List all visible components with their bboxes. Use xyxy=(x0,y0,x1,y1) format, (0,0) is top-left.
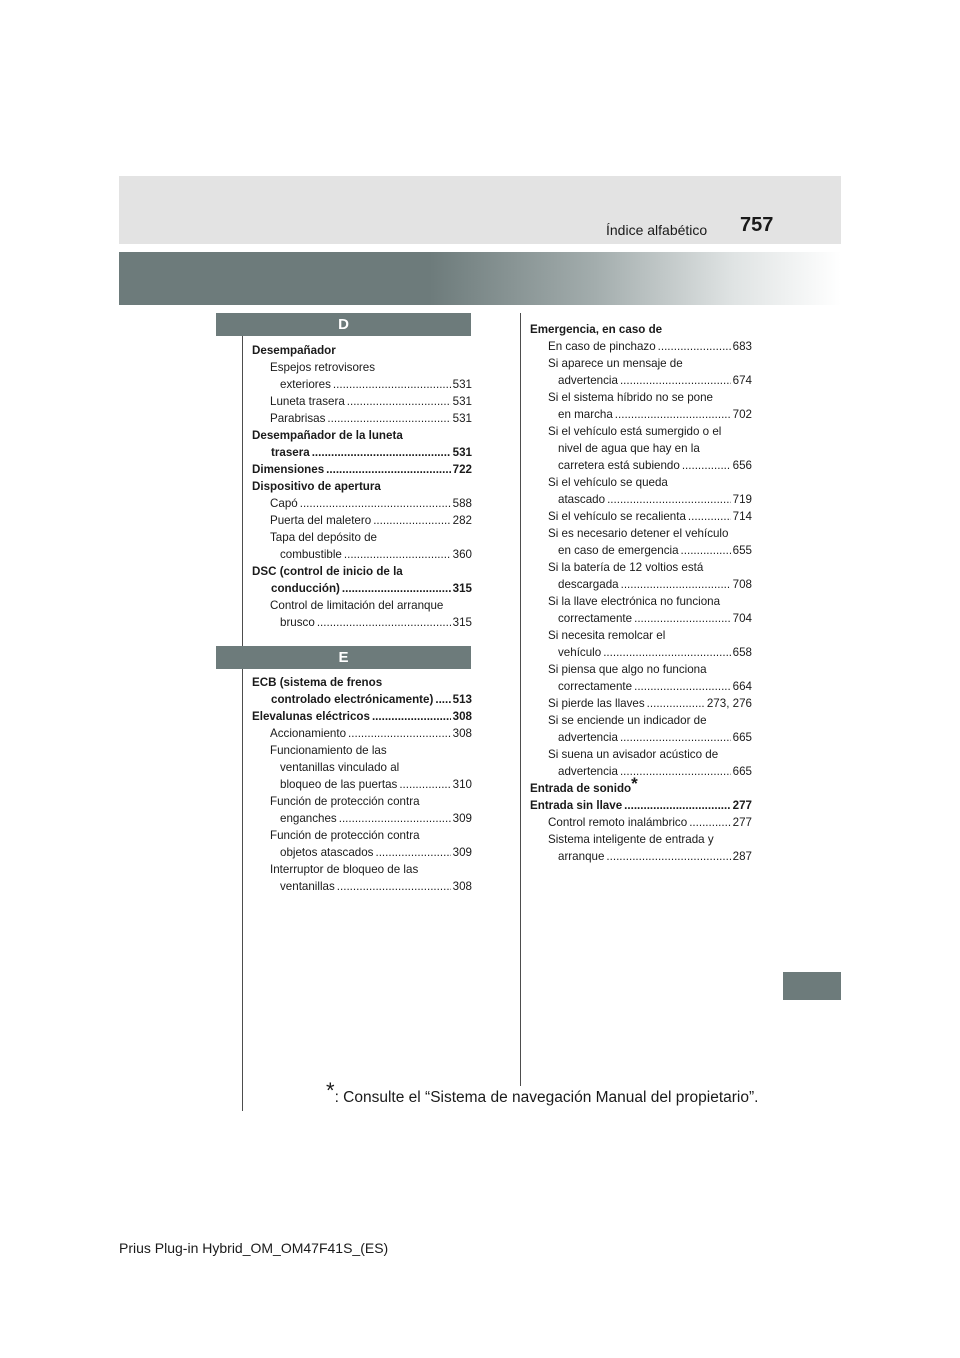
index-entry-term: Espejos retrovisores xyxy=(270,361,376,374)
index-entry xyxy=(252,614,472,631)
index-entry xyxy=(252,776,472,793)
index-entry xyxy=(252,844,472,861)
index-entry xyxy=(530,797,752,814)
index-entry xyxy=(530,627,752,644)
dot-leader xyxy=(312,444,451,461)
index-entry-term: Dispositivo de apertura xyxy=(252,480,381,493)
index-entry-term: atascado xyxy=(558,493,606,506)
index-entry xyxy=(530,678,752,695)
index-entry-term: brusco xyxy=(280,616,315,629)
index-entry-term: Sistema inteligente de entrada y xyxy=(548,833,714,846)
index-entry-page: 315 xyxy=(452,582,472,595)
index-entry-page: 531 xyxy=(452,412,472,425)
index-entry xyxy=(252,878,472,895)
dot-leader xyxy=(688,508,731,525)
index-entry-term: ECB (sistema de frenos xyxy=(252,676,383,689)
index-entry xyxy=(252,529,472,546)
index-entry-page: 704 xyxy=(732,612,752,625)
index-entry-term: Si es necesario detener el vehículo xyxy=(548,527,729,540)
dot-leader xyxy=(300,495,451,512)
index-entry xyxy=(530,763,752,780)
dot-leader xyxy=(681,542,731,559)
footnote-text: : Consulte el “Sistema de navegación Manual del propietario”. xyxy=(334,1089,759,1106)
index-entry xyxy=(530,848,752,865)
index-entry xyxy=(530,508,752,525)
index-entry-term: Si el vehículo está sumergido o el xyxy=(548,425,722,438)
chapter-tab xyxy=(783,972,841,1000)
index-entry xyxy=(530,355,752,372)
letter-heading-e: E xyxy=(216,646,471,669)
index-entry-page: 674 xyxy=(732,374,752,387)
dot-leader xyxy=(317,614,451,631)
footer-doc-id: Prius Plug-in Hybrid_OM_OM47F41S_(ES) xyxy=(119,1240,389,1256)
index-entry-page: 273, 276 xyxy=(706,697,752,710)
index-entry-term: Si se enciende un indicador de xyxy=(548,714,707,727)
index-entry xyxy=(252,478,472,495)
index-entry-page: 531 xyxy=(452,378,472,391)
index-entry xyxy=(530,593,752,610)
index-entry-term: Si el sistema híbrido no se pone xyxy=(548,391,713,404)
index-entry-page: 308 xyxy=(452,710,472,723)
index-entry-term: Desempañador de la luneta xyxy=(252,429,403,442)
dot-leader xyxy=(634,678,731,695)
index-entry xyxy=(252,546,472,563)
index-entry-term: correctamente xyxy=(558,680,633,693)
index-entry-term: nivel de agua que hay en la xyxy=(558,442,700,455)
index-entry xyxy=(252,674,472,691)
index-entry-page: 531 xyxy=(452,395,472,408)
index-entry-term: Si pierde las llaves xyxy=(548,697,645,710)
dot-leader xyxy=(326,461,450,478)
index-entry-page: 287 xyxy=(732,850,752,863)
index-entry-term: vehículo xyxy=(558,646,602,659)
index-entry-page: 588 xyxy=(452,497,472,510)
index-entry-term: Si el vehículo se queda xyxy=(548,476,668,489)
index-entry-page: 315 xyxy=(452,616,472,629)
index-entry-term: Interruptor de bloqueo de las xyxy=(270,863,419,876)
index-entry-term: exteriores xyxy=(280,378,331,391)
index-entry xyxy=(252,810,472,827)
index-entry-page: 309 xyxy=(452,846,472,859)
section-title: Índice alfabético xyxy=(606,222,708,238)
index-entry xyxy=(530,661,752,678)
index-entry xyxy=(252,759,472,776)
index-entry-term: ventanillas xyxy=(280,880,335,893)
index-entry-page: 277 xyxy=(732,816,752,829)
index-entry-page: 308 xyxy=(452,880,472,893)
index-entry-term: bloqueo de las puertas xyxy=(280,778,398,791)
index-entry-term: Desempañador xyxy=(252,344,336,357)
dot-leader xyxy=(634,610,731,627)
index-entry-term: Control de limitación del arranque xyxy=(270,599,444,612)
index-entry-page: 282 xyxy=(452,514,472,527)
index-entry xyxy=(530,491,752,508)
index-entry-term: objetos atascados xyxy=(280,846,374,859)
index-entry xyxy=(252,563,472,580)
index-entry-page: 708 xyxy=(732,578,752,591)
index-entry xyxy=(252,410,472,427)
dot-leader xyxy=(373,512,450,529)
index-entry xyxy=(252,393,472,410)
index-entry-term: Si aparece un mensaje de xyxy=(548,357,683,370)
index-entry-page: 683 xyxy=(732,340,752,353)
index-entry-term: Control remoto inalámbrico xyxy=(548,816,688,829)
dot-leader xyxy=(615,406,731,423)
index-entry-term: Entrada sin llave xyxy=(530,799,623,812)
index-entry xyxy=(530,644,752,661)
index-entry xyxy=(252,861,472,878)
index-entry xyxy=(530,814,752,831)
index-entry-term: ventanillas vinculado al xyxy=(280,761,400,774)
index-entry-term: Si la llave electrónica no funciona xyxy=(548,595,721,608)
index-entry xyxy=(252,827,472,844)
header-band xyxy=(119,176,841,244)
index-entry xyxy=(530,525,752,542)
index-entry xyxy=(252,376,472,393)
index-entry xyxy=(530,440,752,457)
index-entry-page: 664 xyxy=(732,680,752,693)
index-entry-page: 719 xyxy=(732,493,752,506)
index-entry-term: Si necesita remolcar el xyxy=(548,629,666,642)
index-entry xyxy=(252,444,472,461)
index-entry-term: Luneta trasera xyxy=(270,395,345,408)
index-entry-page: 310 xyxy=(452,778,472,791)
index-entry-page: 665 xyxy=(732,731,752,744)
index-entry xyxy=(530,610,752,627)
index-entry-term: Puerta del maletero xyxy=(270,514,372,527)
dot-leader xyxy=(337,878,451,895)
index-entry xyxy=(530,457,752,474)
dot-leader xyxy=(342,580,451,597)
letter-heading-d: D xyxy=(216,313,471,336)
index-entry xyxy=(530,338,752,355)
index-entry xyxy=(252,461,472,478)
dot-leader xyxy=(647,695,705,712)
index-entry xyxy=(530,695,752,712)
index-entry xyxy=(252,580,472,597)
index-entry-term: controlado electrónicamente) xyxy=(271,693,434,706)
dot-leader xyxy=(327,410,450,427)
index-entry-term: conducción) xyxy=(271,582,340,595)
index-entry xyxy=(530,474,752,491)
column-divider-left xyxy=(242,313,243,1111)
index-entry-term: combustible xyxy=(280,548,342,561)
index-entry xyxy=(252,359,472,376)
index-entry-term: Si el vehículo se recalienta xyxy=(548,510,686,523)
index-entry-page: 714 xyxy=(732,510,752,523)
dot-leader xyxy=(333,376,451,393)
dot-leader xyxy=(621,576,731,593)
index-entry-term: trasera xyxy=(271,446,310,459)
dot-leader xyxy=(603,644,730,661)
index-entry xyxy=(530,576,752,593)
index-entry-page: 309 xyxy=(452,812,472,825)
column-divider-middle xyxy=(520,313,521,1086)
dot-leader xyxy=(689,814,730,831)
dot-leader xyxy=(606,848,730,865)
index-entry-term: descargada xyxy=(558,578,619,591)
index-entry-page: 658 xyxy=(732,646,752,659)
index-entry-term: Parabrisas xyxy=(270,412,326,425)
index-entry-term: advertencia xyxy=(558,731,618,744)
index-entry-term: Entrada de sonido xyxy=(530,782,632,795)
index-entry-page: 665 xyxy=(732,765,752,778)
index-entry xyxy=(530,831,752,848)
index-entry-page: 308 xyxy=(452,727,472,740)
index-entry-term: Funcionamiento de las xyxy=(270,744,387,757)
dot-leader xyxy=(658,338,731,355)
index-entry xyxy=(252,597,472,614)
index-entry-term: arranque xyxy=(558,850,605,863)
index-entry-term: advertencia xyxy=(558,374,618,387)
footnote-asterisk: * xyxy=(326,1078,335,1103)
dot-leader xyxy=(348,725,451,742)
index-entry xyxy=(530,389,752,406)
index-entry-page: 656 xyxy=(732,459,752,472)
index-entry xyxy=(530,774,752,797)
dot-leader xyxy=(347,393,451,410)
index-entry xyxy=(530,559,752,576)
dot-leader xyxy=(344,546,451,563)
gradient-band xyxy=(119,252,841,305)
index-entry xyxy=(530,712,752,729)
index-entry-page: 702 xyxy=(732,408,752,421)
index-entry xyxy=(530,746,752,763)
index-entry xyxy=(252,495,472,512)
index-entry-page: 531 xyxy=(452,446,472,459)
index-entry-term: Función de protección contra xyxy=(270,795,420,808)
dot-leader xyxy=(372,708,451,725)
index-entry xyxy=(252,342,472,359)
dot-leader xyxy=(375,844,450,861)
index-entry-page: 277 xyxy=(732,799,752,812)
index-entry-page: 655 xyxy=(732,544,752,557)
index-entry-term: Dimensiones xyxy=(252,463,325,476)
dot-leader xyxy=(620,372,731,389)
index-entry-term: Si suena un avisador acústico de xyxy=(548,748,719,761)
footnote xyxy=(326,1078,759,1107)
dot-leader xyxy=(624,797,731,814)
index-entry-term: Emergencia, en caso de xyxy=(530,323,663,336)
index-entry xyxy=(530,406,752,423)
index-entry-term: En caso de pinchazo xyxy=(548,340,656,353)
index-entry xyxy=(252,427,472,444)
index-entry xyxy=(530,321,752,338)
page-number: 757 xyxy=(740,214,774,236)
index-column-d xyxy=(252,342,472,631)
dot-leader xyxy=(435,691,450,708)
index-column-e-continued xyxy=(530,321,752,865)
index-entry-term: Capó xyxy=(270,497,298,510)
index-entry-term: Elevalunas eléctricos xyxy=(252,710,370,723)
index-entry-term: en caso de emergencia xyxy=(558,544,679,557)
index-entry xyxy=(252,512,472,529)
index-entry-page: 722 xyxy=(452,463,472,476)
index-entry xyxy=(530,729,752,746)
index-entry xyxy=(252,708,472,725)
index-entry-term: advertencia xyxy=(558,765,618,778)
index-entry-page: 360 xyxy=(452,548,472,561)
asterisk-marker: * xyxy=(631,774,638,793)
dot-leader xyxy=(682,457,731,474)
index-entry-page: 513 xyxy=(452,693,472,706)
index-column-e xyxy=(252,674,472,895)
index-entry xyxy=(252,725,472,742)
index-entry-term: Función de protección contra xyxy=(270,829,420,842)
index-entry-term: en marcha xyxy=(558,408,613,421)
index-entry xyxy=(530,542,752,559)
index-entry xyxy=(252,691,472,708)
index-entry-term: carretera está subiendo xyxy=(558,459,680,472)
dot-leader xyxy=(607,491,731,508)
index-entry-term: Accionamiento xyxy=(270,727,347,740)
index-entry xyxy=(252,742,472,759)
index-entry xyxy=(252,793,472,810)
index-entry-term: correctamente xyxy=(558,612,633,625)
index-entry-term: Tapa del depósito de xyxy=(270,531,378,544)
index-entry-term: Si la batería de 12 voltios está xyxy=(548,561,704,574)
index-entry-term: Si piensa que algo no funciona xyxy=(548,663,707,676)
index-entry-term: DSC (control de inicio de la xyxy=(252,565,403,578)
index-entry-term: enganches xyxy=(280,812,337,825)
dot-leader xyxy=(399,776,450,793)
index-entry xyxy=(530,423,752,440)
index-entry xyxy=(530,372,752,389)
dot-leader xyxy=(620,729,731,746)
dot-leader xyxy=(339,810,451,827)
